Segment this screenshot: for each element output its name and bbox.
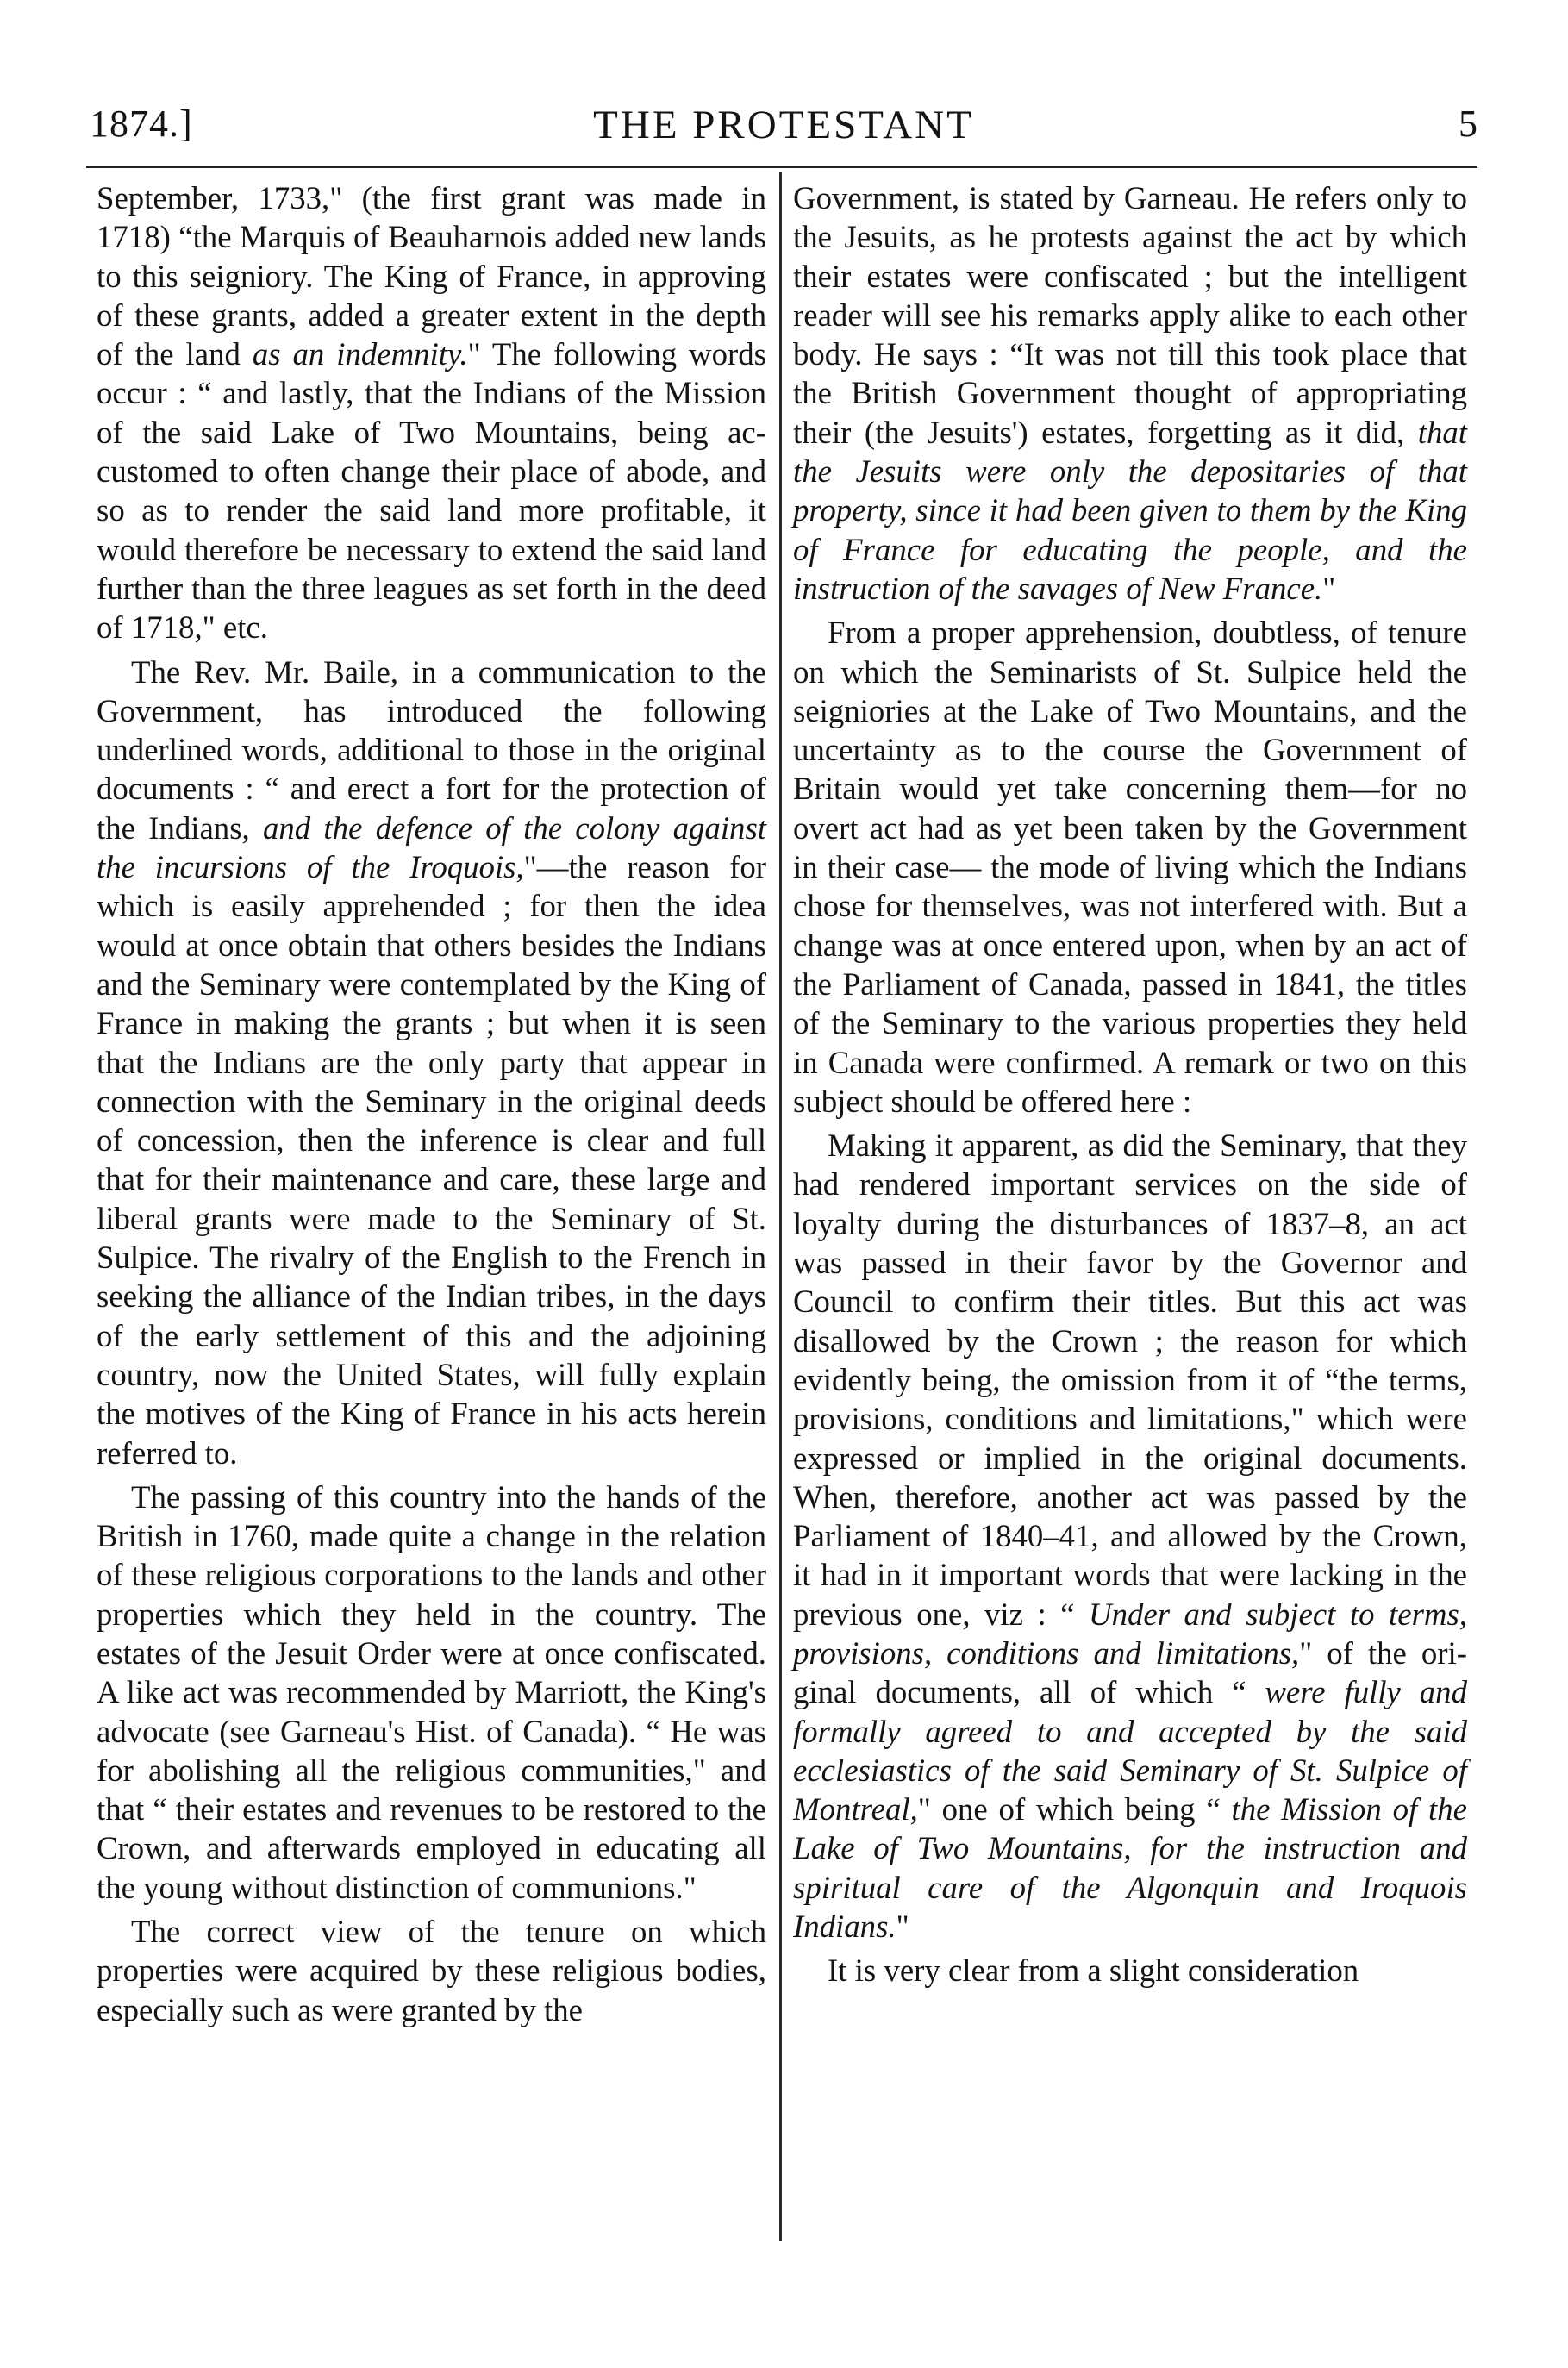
paragraph	[97, 1478, 766, 1907]
text-run: The passing of this country into the hands of the British in 1760, made quite a change in the relation of these religious corporations to the lands and other properties which they held in the country. The estates of the Jesuit Order were at once confiscated. A like act was recommended by Marriott, the King's advocate (see Garneau's Hist. of Canada). “ He was for abolishing all the religious communities," and that “ their estates and revenues to be restored to the Crown, and afterwards employed in educating all the young without distinction of communions."	[97, 1478, 766, 1905]
paragraph	[793, 1126, 1467, 1946]
running-head	[90, 102, 1477, 162]
italic-text-run: the Mission of the Lake of Two Mountains, for the instruction and spiritual care of the Algonquin and Iroquois Indians.	[793, 1791, 1467, 1945]
paragraph	[793, 1951, 1467, 1990]
text-run: " The following words occur : “ and lastly, that the Indians of the Mission of the said Lake of Two Mountains, being accustomed to often change their place of abode, and so as to render the said land more profitable, it would therefore be necessary to extend the said land further than the three leagues as set forth in the deed of 1718," etc.	[97, 336, 766, 646]
text-run: The Rev. Mr. Baile, in a communication to the Government, has introduced the following underlined words, additional to those in the original documents : “ and erect a fort for the protection of the Indians,	[97, 653, 766, 846]
paragraph	[97, 653, 766, 1472]
page-number: 5	[1459, 103, 1477, 145]
column-divider	[779, 172, 782, 2241]
paragraph	[97, 1912, 766, 2029]
italic-text-run: Under and subject to terms, provisions, conditions and limitations,	[793, 1596, 1467, 1671]
header-rule	[86, 166, 1477, 168]
paragraph	[97, 178, 766, 647]
text-run: From a proper apprehension, doubtless, of tenure on which the Seminarists of St. Sulpice held the seigniories at the Lake of Two Mountains, and the uncertainty as to the course the Government of Britain would yet take concerning them—for no overt act had as yet been taken by the Government in their case— the mode of living which the Indians chose for themselves, was not interfered with. But a change was at once entered upon, when by an act of the Parliament of Canada, passed in 1841, the titles of the Seminary to the various properties they held in Canada were confirmed. A remark or two on this subject should be offered here :	[793, 615, 1467, 1119]
italic-text-run: and the defence of the colony against the incursions of the Iroquois,	[97, 809, 766, 885]
text-run: "	[1322, 570, 1336, 606]
journal-title: THE PROTESTANT	[593, 103, 974, 147]
text-run: The correct view of the tenure on which properties were acquired by these religious bodies, especially such as were granted by the	[97, 1914, 766, 2027]
italic-text-run: that the Jesuits were only the depositaries of that property, since it had been given to them by the King of France for educating the people, and the instruction of the savages of New France.	[793, 414, 1467, 606]
text-run: Making it apparent, as did the Seminary, that they had rendered important services on the side of loyalty during the disturbances of 1837–8, an act was passed in their favor by the Governor and Council to confirm their titles. But this act was disallowed by the Crown ; the reason for which evidently being, the omission from it of “the terms, provisions, conditions and limitations," which were expressed or implied in the original documents. When, therefore, another act was passed by the Parliament of 1840–41, and allowed by the Crown, it had in it important words that were lacking in the previous one, viz : “	[793, 1128, 1467, 1632]
italic-text-run: were fully and formally agreed to and accepted by the said ecclesiastics of the said Seminary of St. Sulpice of Montreal,	[793, 1674, 1467, 1828]
text-run: "	[896, 1909, 909, 1945]
text-run: " one of which being “	[917, 1791, 1232, 1828]
text-run: "—the reason for which is easily apprehended ; for then the idea would at once obtain that others besides the Indians and the Seminary were contemplated by the King of France in making the grants ; but when it is seen that the Indians are the only party that appear in connection with the Seminary in the original deeds of concession, then the inference is clear and full that for their maintenance and care, these large and liberal grants were made to the Seminary of St. Sulpice. The rivalry of the English to the French in seeking the alliance of the Indian tribes, in the days of the early settlement of this and the adjoining country, now the United States, will fully explain the motives of the King of France in his acts herein referred to.	[97, 849, 766, 1471]
text-run: September, 1733," (the first grant was made in 1718) “the Marquis of Beauharnois added new lands to this seigniory. The King of France, in approving of these grants, added a greater extent in the depth of the land	[97, 180, 766, 372]
left-column	[97, 178, 766, 2034]
italic-text-run: as an indemnity.	[252, 336, 468, 372]
text-run: It is very clear from a slight consideration	[828, 1953, 1359, 1989]
text-run: " of the original documents, all of which “	[793, 1634, 1467, 1710]
header-year: 1874.]	[90, 103, 193, 145]
paragraph	[793, 178, 1467, 608]
paragraph	[793, 613, 1467, 1121]
right-column	[793, 178, 1467, 1996]
text-run: Government, is stated by Garneau. He refers only to the Jesuits, as he protests against the act by which their estates were confiscated ; but the intelligent reader will see his remarks apply alike to each other body. He says : “It was not till this took place that the British Government thought of appropriating their (the Jesuits') estates, forgetting as it did,	[793, 180, 1467, 450]
